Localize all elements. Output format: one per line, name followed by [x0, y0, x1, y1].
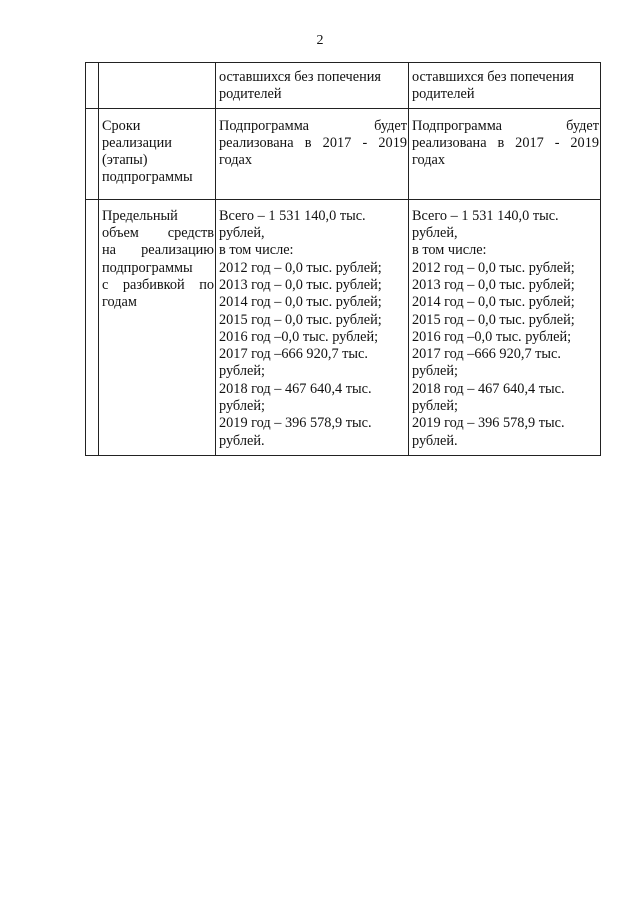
text-line: Всего – 1 531 140,0 тыс.	[219, 207, 366, 224]
text-line: 2015 год – 0,0 тыс. рублей;	[412, 311, 575, 328]
text-line: реализации	[102, 134, 172, 151]
table-row-funding	[86, 199, 601, 455]
text-line: рублей;	[412, 398, 458, 415]
text-line: рублей;	[219, 363, 265, 380]
passport-table	[85, 62, 601, 456]
text-line: 2016 год –0,0 тыс. рублей;	[412, 328, 572, 345]
text-line: 2017 год –666 920,7 тыс.	[219, 346, 368, 363]
text-line: Всего – 1 531 140,0 тыс.	[412, 207, 559, 224]
text-line: 2019 год – 396 578,9 тыс.	[412, 415, 565, 432]
text-line: 2018 год – 467 640,4 тыс.	[412, 380, 565, 397]
text-line: 2018 год – 467 640,4 тыс.	[219, 380, 372, 397]
text-line: 2012 год – 0,0 тыс. рублей;	[219, 259, 382, 276]
text-line: рублей.	[219, 432, 265, 449]
text-line: рублей,	[412, 225, 458, 242]
row-number-cell	[86, 199, 99, 455]
row-number-cell	[86, 108, 99, 199]
text-line: 2014 год – 0,0 тыс. рублей;	[412, 294, 575, 311]
value-cell-current	[216, 199, 409, 455]
text-line: 2019 год – 396 578,9 тыс.	[219, 415, 372, 432]
text-line: годах	[219, 152, 253, 169]
text-line: 2016 год –0,0 тыс. рублей;	[219, 328, 379, 345]
text-line: 2013 год – 0,0 тыс. рублей;	[412, 276, 575, 293]
table-row-timeline	[86, 108, 601, 199]
value-cell-new	[409, 63, 601, 109]
text-line: оставшихся без попечения	[219, 69, 381, 85]
text-line: 2017 год –666 920,7 тыс.	[412, 346, 561, 363]
value-cell-current	[216, 108, 409, 199]
text-line: 2014 год – 0,0 тыс. рублей;	[219, 294, 382, 311]
text-line: в том числе:	[219, 242, 294, 259]
value-cell-new	[409, 108, 601, 199]
text-line: 2013 год – 0,0 тыс. рублей;	[219, 276, 382, 293]
text-line: Подпрограмма будет	[412, 117, 599, 134]
text-line: родителей	[412, 86, 475, 103]
text-line: родителей	[219, 86, 282, 103]
value-cell-current	[216, 63, 409, 109]
text-line: рублей;	[219, 398, 265, 415]
text-line: Сроки	[102, 117, 141, 134]
text-line: на реализацию	[102, 242, 214, 259]
page-number: 2	[316, 33, 324, 48]
text-line: объем средств	[102, 225, 214, 242]
label-cell	[99, 108, 216, 199]
text-line: рублей;	[412, 363, 458, 380]
text-line: подпрограммы	[102, 169, 193, 186]
text-line: рублей,	[219, 225, 265, 242]
label-cell	[99, 199, 216, 455]
text-line: 2015 год – 0,0 тыс. рублей;	[219, 311, 382, 328]
value-cell-new	[409, 199, 601, 455]
text-line: годах	[412, 152, 446, 169]
text-line: 2012 год – 0,0 тыс. рублей;	[412, 259, 575, 276]
row-number-cell	[86, 63, 99, 109]
text-line: годам	[102, 294, 137, 311]
text-line: реализована в 2017 - 2019	[412, 134, 599, 151]
text-line: (этапы)	[102, 152, 148, 169]
text-line: подпрограммы	[102, 259, 193, 276]
text-line: с разбивкой по	[102, 276, 214, 293]
text-line: в том числе:	[412, 242, 487, 259]
text-line: оставшихся без попечения	[412, 69, 574, 85]
table-row-continuation	[86, 63, 601, 109]
text-line: рублей.	[412, 432, 458, 449]
text-line: Предельный	[102, 207, 178, 224]
text-line: Подпрограмма будет	[219, 117, 407, 134]
label-cell	[99, 63, 216, 109]
text-line: реализована в 2017 - 2019	[219, 134, 407, 151]
